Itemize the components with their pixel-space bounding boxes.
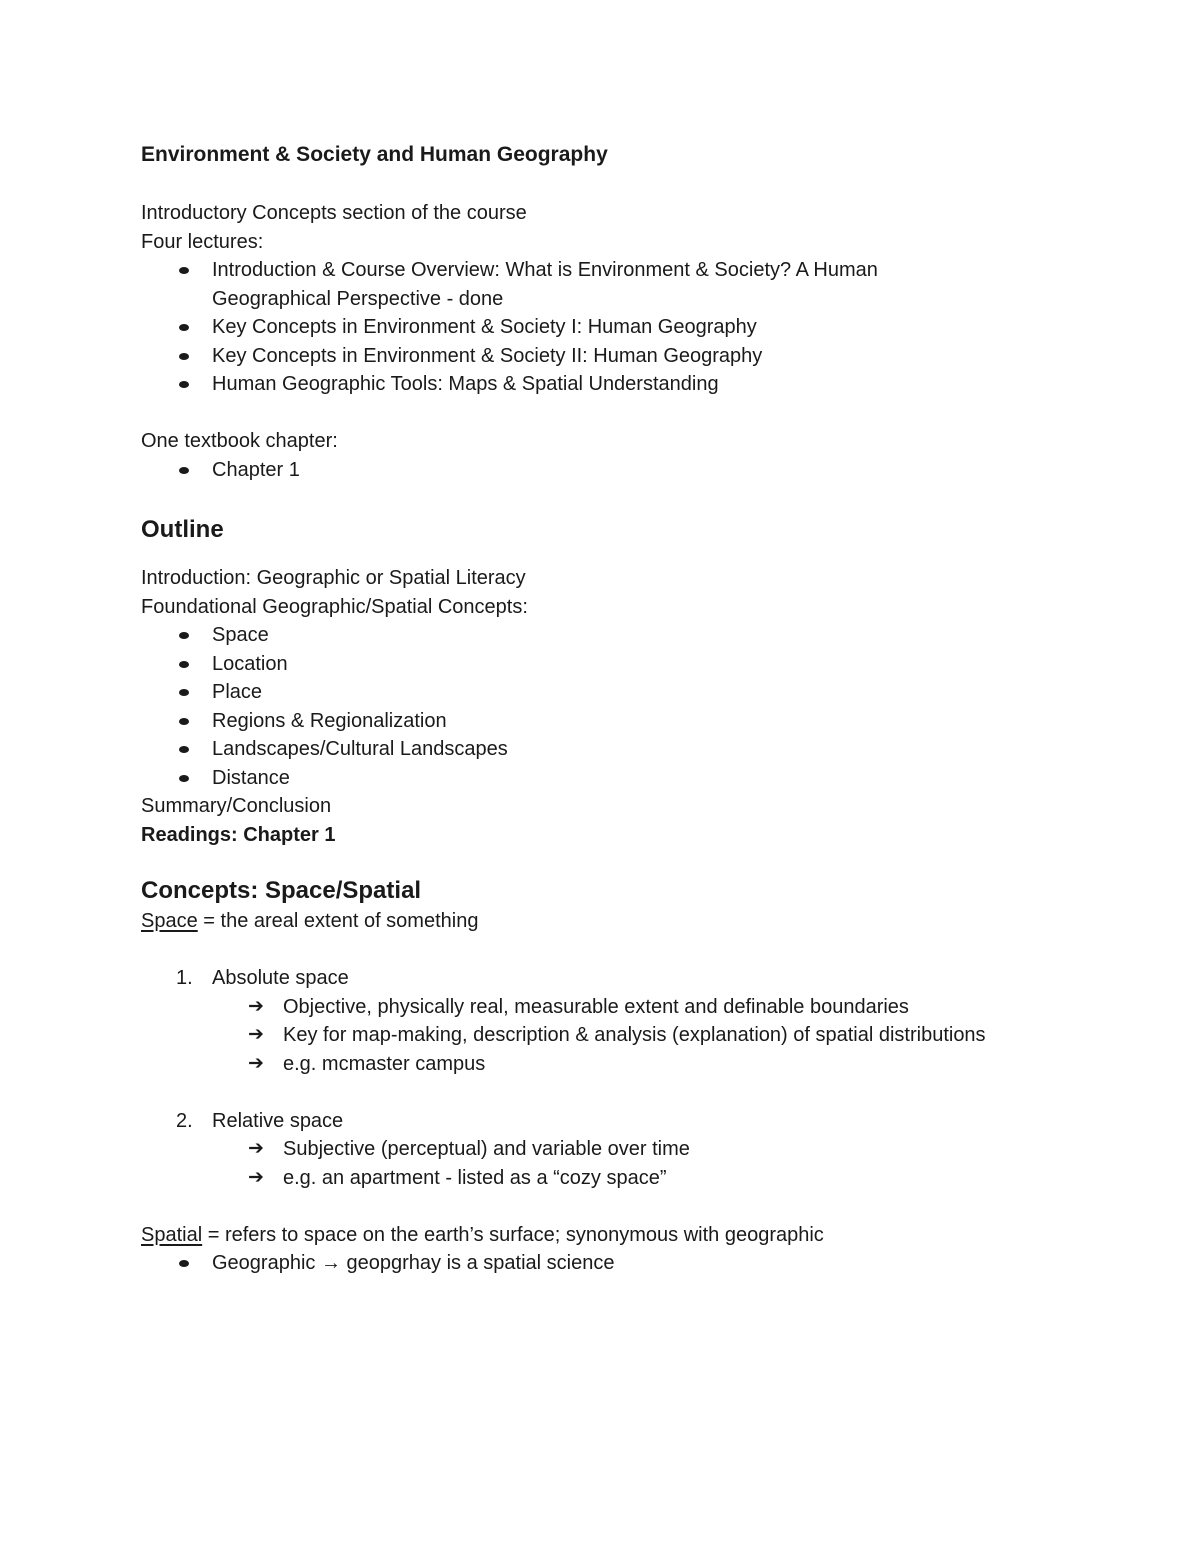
list-item: ➔ Subjective (perceptual) and variable over time	[283, 1135, 1101, 1164]
document-title: Environment & Society and Human Geography	[141, 143, 608, 166]
list-item: Regions & Regionalization	[212, 707, 1101, 736]
list-item: Geographic → geopgrhay is a spatial science	[212, 1249, 1101, 1278]
list-item: ➔ e.g. mcmaster campus	[283, 1050, 1101, 1079]
document-page	[141, 140, 1101, 1278]
bullet-icon	[179, 267, 189, 274]
spatial-def-text: = refers to space on the earth’s surface; synonymous with geographic	[202, 1223, 824, 1246]
relative-space-item	[176, 1107, 1101, 1193]
spacer	[141, 1078, 1101, 1107]
absolute-space-points	[212, 993, 1101, 1079]
spatial-list	[141, 1249, 1101, 1278]
arrow-right-icon: ➔	[248, 1024, 264, 1045]
foundational-label: Foundational Geographic/Spatial Concepts:	[141, 595, 528, 618]
space-def-text: = the areal extent of something	[197, 910, 479, 932]
textbook-list	[141, 456, 1101, 485]
spacer	[141, 936, 1101, 965]
list-item: Landscapes/Cultural Landscapes	[212, 735, 1101, 764]
bullet-icon	[179, 689, 189, 696]
bullet-icon	[179, 661, 189, 668]
arrow-right-icon: ➔	[248, 1166, 264, 1188]
bullet-icon	[179, 324, 189, 331]
outline-intro: Introduction: Geographic or Spatial Literacy	[141, 567, 526, 589]
spacer	[141, 399, 1101, 428]
relative-space-points	[212, 1135, 1101, 1192]
list-number: 2.	[176, 1109, 193, 1132]
list-item: ➔ Key for map-making, description & analysis (explanation) of spatial distributions	[283, 1021, 1101, 1050]
list-item: ➔ Objective, physically real, measurable extent and definable boundaries	[283, 993, 1101, 1022]
lectures-label: Four lectures:	[141, 230, 264, 253]
textbook-label: One textbook chapter:	[141, 430, 338, 452]
list-item: Place	[212, 678, 1101, 707]
bullet-icon	[179, 746, 189, 753]
absolute-space-item	[176, 964, 1101, 1078]
concepts-heading: Concepts: Space/Spatial	[141, 877, 422, 904]
bullet-icon	[179, 718, 189, 725]
summary-line: Summary/Conclusion	[141, 795, 332, 817]
spacer	[141, 1192, 1101, 1221]
list-item: Key Concepts in Environment & Society I: Human Geography	[212, 313, 1101, 342]
bullet-icon	[179, 632, 189, 639]
space-term: Space	[141, 910, 198, 932]
list-item: Location	[212, 650, 1101, 679]
bullet-icon	[179, 353, 189, 360]
relative-space-label: Relative space	[212, 1109, 344, 1132]
lectures-list	[141, 256, 1101, 399]
bullet-icon	[179, 775, 189, 782]
intro-line: Introductory Concepts section of the course	[141, 202, 527, 224]
arrow-right-icon: ➔	[248, 995, 264, 1017]
spatial-definition	[141, 1221, 1101, 1250]
arrow-right-icon: ➔	[248, 1052, 264, 1074]
space-definition	[141, 907, 1101, 936]
readings-line: Readings: Chapter 1	[141, 823, 336, 846]
space-types-list	[141, 964, 1101, 1078]
list-item: Chapter 1	[212, 456, 1101, 485]
absolute-space-label: Absolute space	[212, 967, 349, 989]
bullet-icon	[179, 381, 189, 388]
concepts-list	[141, 621, 1101, 792]
list-number: 1.	[176, 967, 193, 989]
arrow-right-icon: ➔	[248, 1138, 264, 1159]
list-item: Distance	[212, 764, 1101, 793]
list-item: Human Geographic Tools: Maps & Spatial Understanding	[212, 370, 1101, 399]
bullet-icon	[179, 467, 189, 474]
spatial-term: Spatial	[141, 1223, 203, 1246]
bullet-icon	[179, 1260, 189, 1267]
list-item: ➔ e.g. an apartment - listed as a “cozy space”	[283, 1164, 1101, 1193]
space-types-list-2	[141, 1107, 1101, 1193]
list-item: Introduction & Course Overview: What is Environment & Society? A Human Geographical Perspective - done	[212, 256, 972, 313]
outline-heading: Outline	[141, 516, 224, 543]
list-item: Space	[212, 621, 1101, 650]
list-item: Key Concepts in Environment & Society II: Human Geography	[212, 342, 1101, 371]
